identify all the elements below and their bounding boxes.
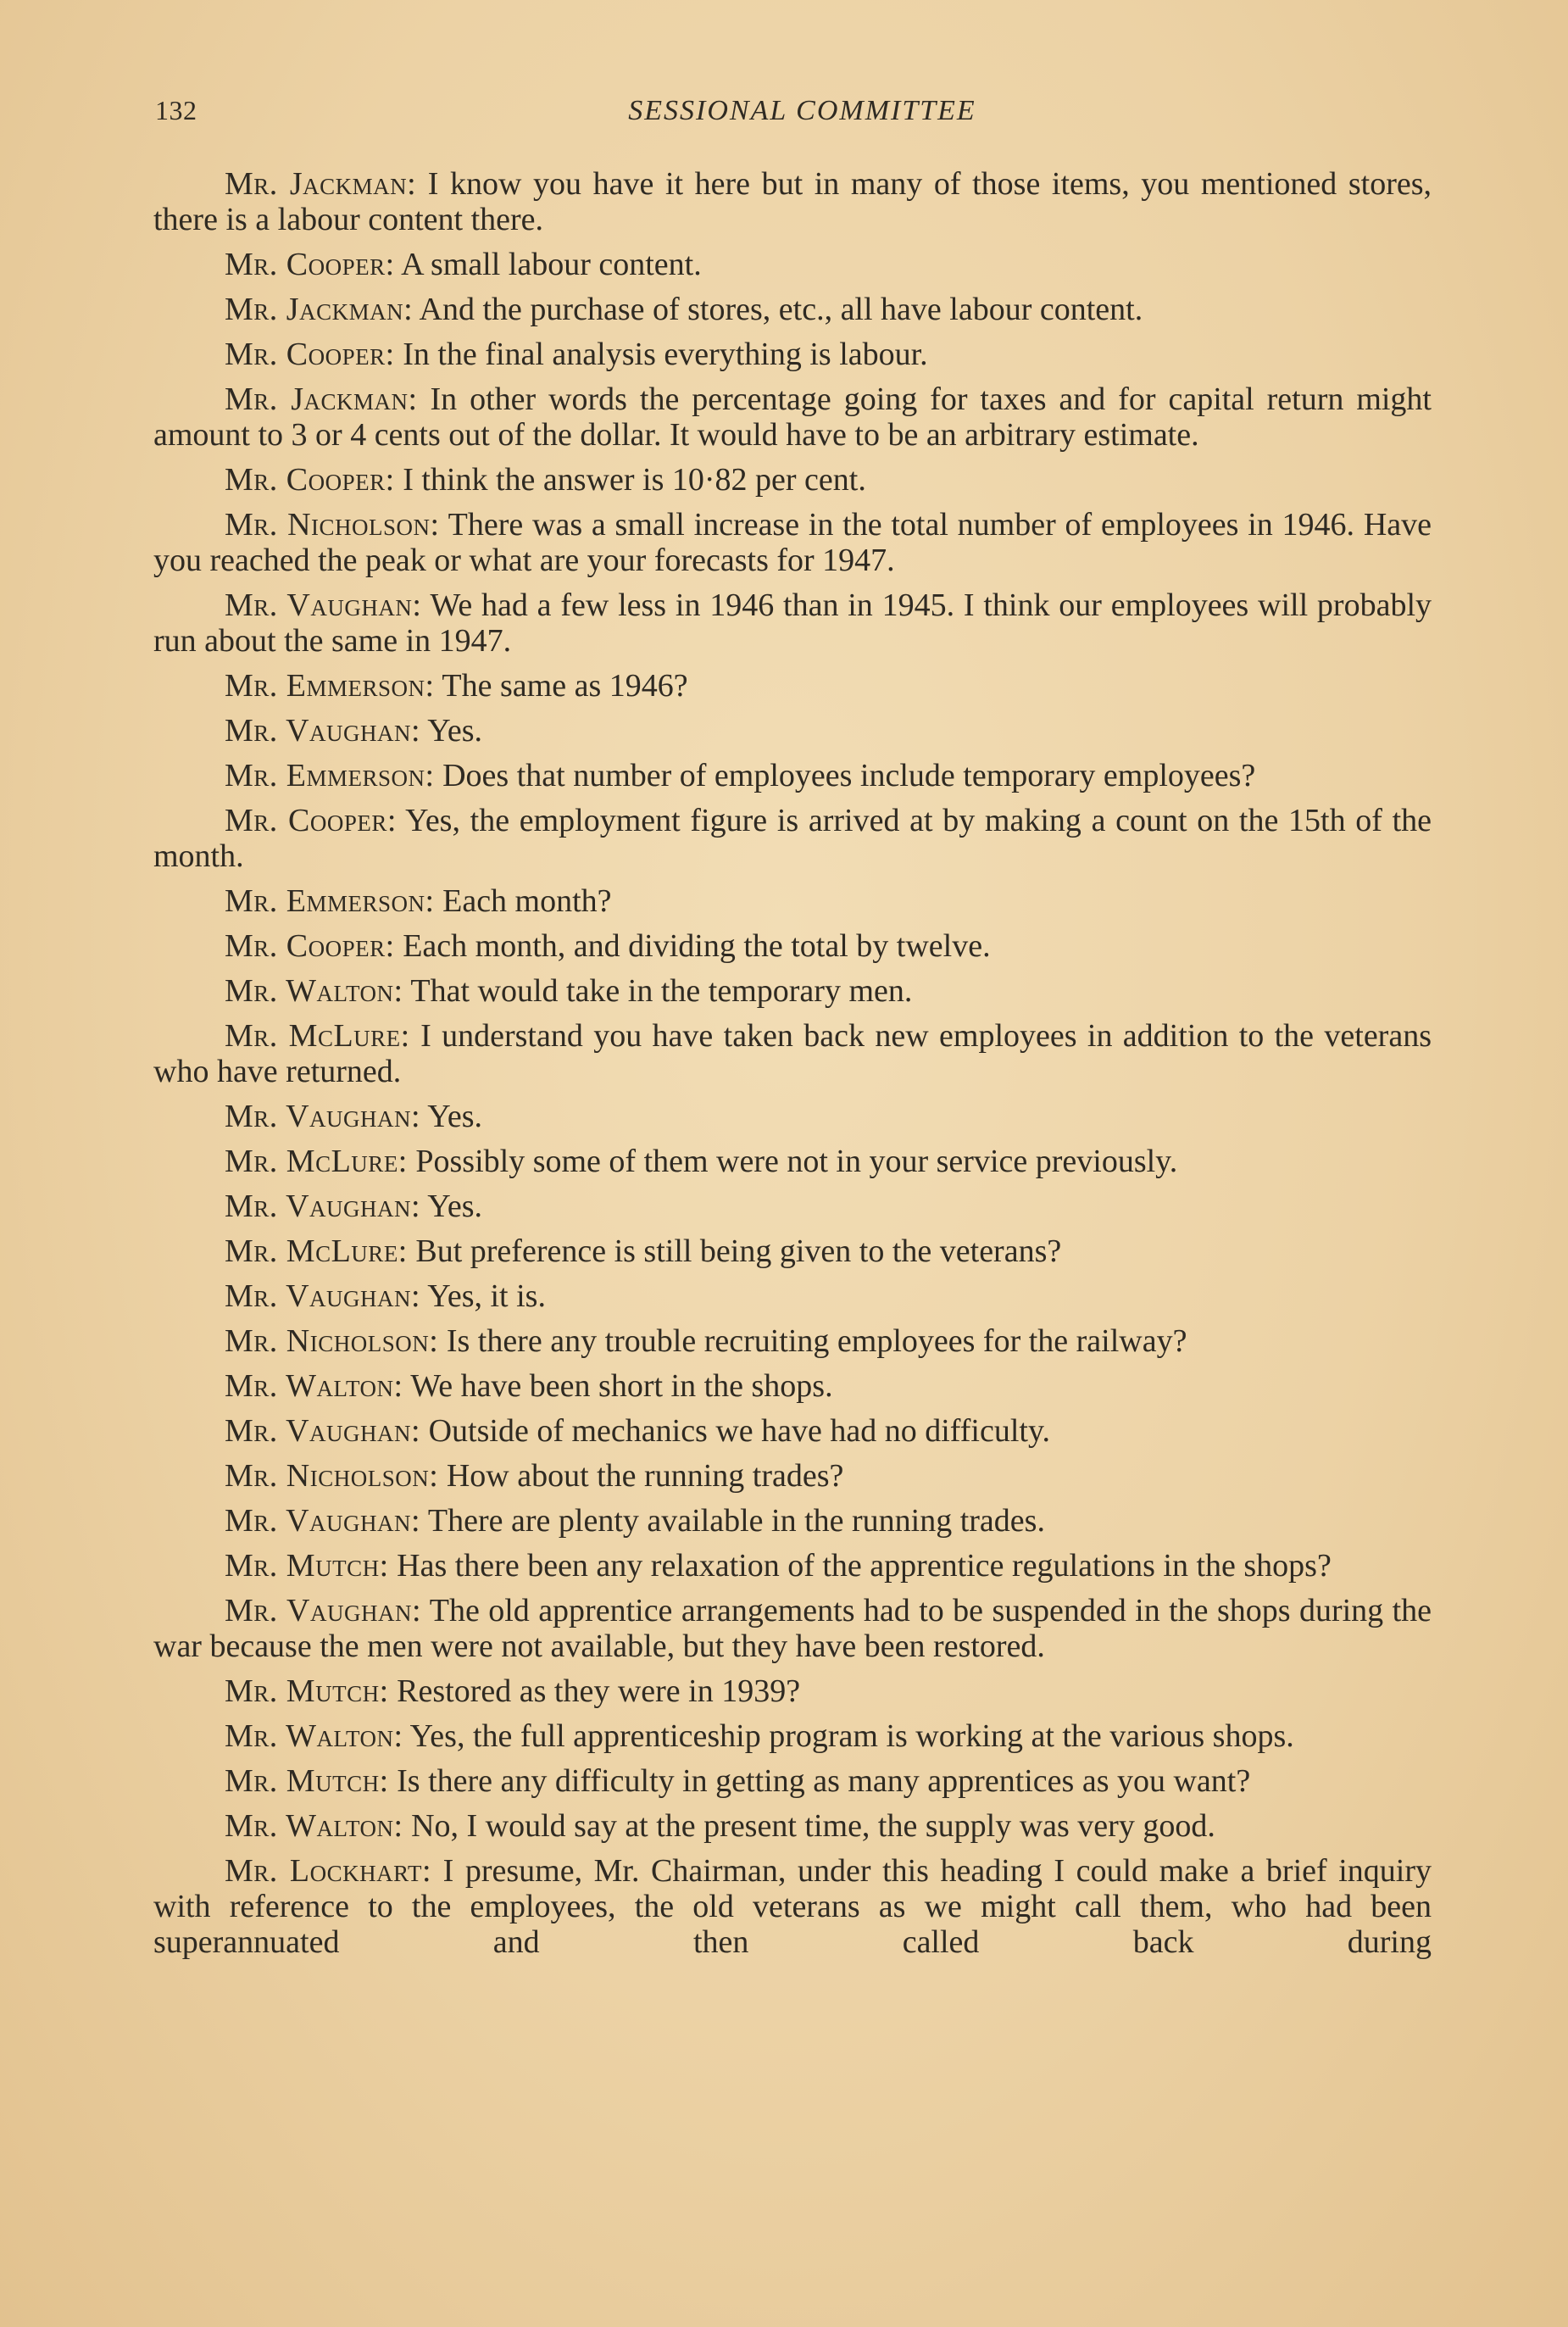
speaker-name: Mr. Cooper: — [225, 247, 395, 282]
transcript-paragraph — [153, 1189, 1432, 1233]
speaker-name: Mr. Walton: — [225, 1718, 403, 1754]
transcript-paragraph — [153, 1368, 1432, 1413]
speaker-name: Mr. Vaughan: — [225, 1593, 422, 1628]
speech-text: Each month? — [434, 883, 612, 919]
speech-text: That would take in the temporary men. — [403, 973, 913, 1009]
speech-text: Possibly some of them were not in your service previously. — [407, 1144, 1178, 1179]
transcript-paragraph — [153, 1503, 1432, 1548]
speech-text: Restored as they were in 1939? — [388, 1673, 801, 1709]
speaker-name: Mr. Nicholson: — [225, 1458, 439, 1494]
transcript-paragraph — [153, 973, 1432, 1018]
speaker-name: Mr. Vaughan: — [225, 1413, 421, 1449]
speech-text: How about the running trades? — [438, 1458, 844, 1494]
transcript-paragraph — [153, 1853, 1432, 1969]
transcript-paragraph — [153, 1593, 1432, 1673]
speaker-name: Mr. Lockhart: — [225, 1853, 432, 1889]
transcript-paragraph — [153, 1278, 1432, 1323]
transcript-paragraph — [153, 166, 1432, 247]
speech-text: Yes. — [420, 1189, 482, 1224]
speaker-name: Mr. Emmerson: — [225, 668, 435, 704]
speaker-name: Mr. Cooper: — [225, 928, 395, 964]
speech-text: I know you have it here but in many of those items, you mentioned stores, there is a labour content there. — [153, 166, 1432, 237]
speech-text: We had a few less in 1946 than in 1945. I think our employees will probably run about the same in 1947. — [153, 587, 1432, 659]
transcript-paragraph — [153, 1808, 1432, 1853]
transcript-paragraph — [153, 507, 1432, 587]
speaker-name: Mr. Walton: — [225, 973, 403, 1009]
transcript-paragraph — [153, 292, 1432, 337]
speaker-name: Mr. Jackman: — [225, 292, 414, 327]
transcript-paragraph — [153, 1144, 1432, 1189]
speech-text: The old apprentice arrangements had to be suspended in the shops during the war because the men were not available, but they have been restored. — [153, 1593, 1432, 1664]
speaker-name: Mr. Mutch: — [225, 1673, 389, 1709]
speaker-name: Mr. Vaughan: — [225, 1278, 421, 1314]
speech-text: But preference is still being given to the veterans? — [407, 1233, 1062, 1269]
speech-text: Is there any difficulty in getting as many apprentices as you want? — [388, 1763, 1251, 1799]
speaker-name: Mr. McLure: — [225, 1144, 408, 1179]
speech-text: Yes. — [420, 1099, 482, 1134]
transcript-paragraph — [153, 462, 1432, 507]
speech-text: Yes, it is. — [420, 1278, 546, 1314]
transcript-paragraph — [153, 587, 1432, 668]
speaker-name: Mr. Mutch: — [225, 1548, 389, 1584]
transcript-paragraph — [153, 247, 1432, 292]
transcript-body — [153, 166, 1432, 2252]
speaker-name: Mr. Nicholson: — [225, 507, 440, 543]
transcript-paragraph — [153, 928, 1432, 973]
speech-text: The same as 1946? — [434, 668, 688, 704]
speaker-name: Mr. Vaughan: — [225, 713, 421, 749]
running-head: SESSIONAL COMMITTEE — [628, 95, 976, 126]
speaker-name: Mr. Cooper: — [225, 462, 395, 498]
speaker-name: Mr. Walton: — [225, 1368, 403, 1404]
speech-text: Outside of mechanics we have had no difficulty. — [420, 1413, 1051, 1449]
speaker-name: Mr. McLure: — [225, 1233, 408, 1269]
page-header — [155, 95, 1449, 137]
transcript-paragraph — [153, 668, 1432, 713]
transcript-paragraph — [153, 1018, 1432, 1099]
speech-text: Is there any trouble recruiting employees for the railway? — [438, 1323, 1187, 1359]
transcript-paragraph — [153, 1233, 1432, 1278]
speech-text: Yes, the employment figure is arrived at by making a count on the 15th of the month. — [153, 803, 1432, 874]
speech-text: A small labour content. — [394, 247, 702, 282]
transcript-paragraph — [153, 1673, 1432, 1718]
transcript-paragraph — [153, 1323, 1432, 1368]
speech-text: There are plenty available in the running trades. — [420, 1503, 1045, 1539]
transcript-paragraph — [153, 1458, 1432, 1503]
speech-text: Yes. — [420, 713, 482, 749]
speaker-name: Mr. Jackman: — [225, 166, 417, 202]
speech-text: There was a small increase in the total number of employees in 1946. Have you reached the peak or what are your forecasts for 1947. — [153, 507, 1432, 578]
transcript-paragraph — [153, 337, 1432, 381]
speech-text: Has there been any relaxation of the apprentice regulations in the shops? — [388, 1548, 1332, 1584]
speech-text: We have been short in the shops. — [403, 1368, 833, 1404]
transcript-paragraph — [153, 713, 1432, 758]
transcript-paragraph — [153, 1548, 1432, 1593]
speaker-name: Mr. Mutch: — [225, 1763, 389, 1799]
speech-text: In the final analysis everything is labour. — [394, 337, 928, 372]
speaker-name: Mr. Vaughan: — [225, 1099, 421, 1134]
speaker-name: Mr. Nicholson: — [225, 1323, 439, 1359]
speaker-name: Mr. Vaughan: — [225, 587, 422, 623]
speech-text: No, I would say at the present time, the supply was very good. — [403, 1808, 1215, 1844]
speaker-name: Mr. Cooper: — [225, 337, 395, 372]
speaker-name: Mr. Vaughan: — [225, 1189, 421, 1224]
speech-text: Each month, and dividing the total by twelve. — [394, 928, 991, 964]
speech-text: Yes, the full apprenticeship program is working at the various shops. — [403, 1718, 1294, 1754]
transcript-paragraph — [153, 758, 1432, 803]
speech-text: Does that number of employees include temporary employees? — [434, 758, 1256, 793]
speaker-name: Mr. Emmerson: — [225, 758, 435, 793]
speaker-name: Mr. Vaughan: — [225, 1503, 421, 1539]
speech-text: I think the answer is 10·82 per cent. — [394, 462, 866, 498]
transcript-paragraph — [153, 381, 1432, 462]
page-number: 132 — [155, 95, 197, 125]
speech-text: In other words the percentage going for taxes and for capital return might amount to 3 or 4 cents out of the dollar. It would have to be an arbitrary estimate. — [153, 381, 1432, 453]
transcript-paragraph — [153, 1763, 1432, 1808]
speech-text: I understand you have taken back new employees in addition to the veterans who have returned. — [153, 1018, 1432, 1089]
transcript-paragraph — [153, 1718, 1432, 1763]
transcript-paragraph — [153, 1099, 1432, 1144]
speech-text: I presume, Mr. Chairman, under this heading I could make a brief inquiry with reference to the employees, the old veterans as we might call them, who had been superannuated and then called back during — [153, 1853, 1432, 1960]
speech-text: And the purchase of stores, etc., all have labour content. — [413, 292, 1143, 327]
speaker-name: Mr. Jackman: — [225, 381, 418, 417]
speaker-name: Mr. McLure: — [225, 1018, 410, 1054]
speaker-name: Mr. Emmerson: — [225, 883, 435, 919]
speaker-name: Mr. Cooper: — [225, 803, 397, 838]
speaker-name: Mr. Walton: — [225, 1808, 403, 1844]
transcript-paragraph — [153, 883, 1432, 928]
transcript-paragraph — [153, 803, 1432, 883]
transcript-paragraph — [153, 1413, 1432, 1458]
